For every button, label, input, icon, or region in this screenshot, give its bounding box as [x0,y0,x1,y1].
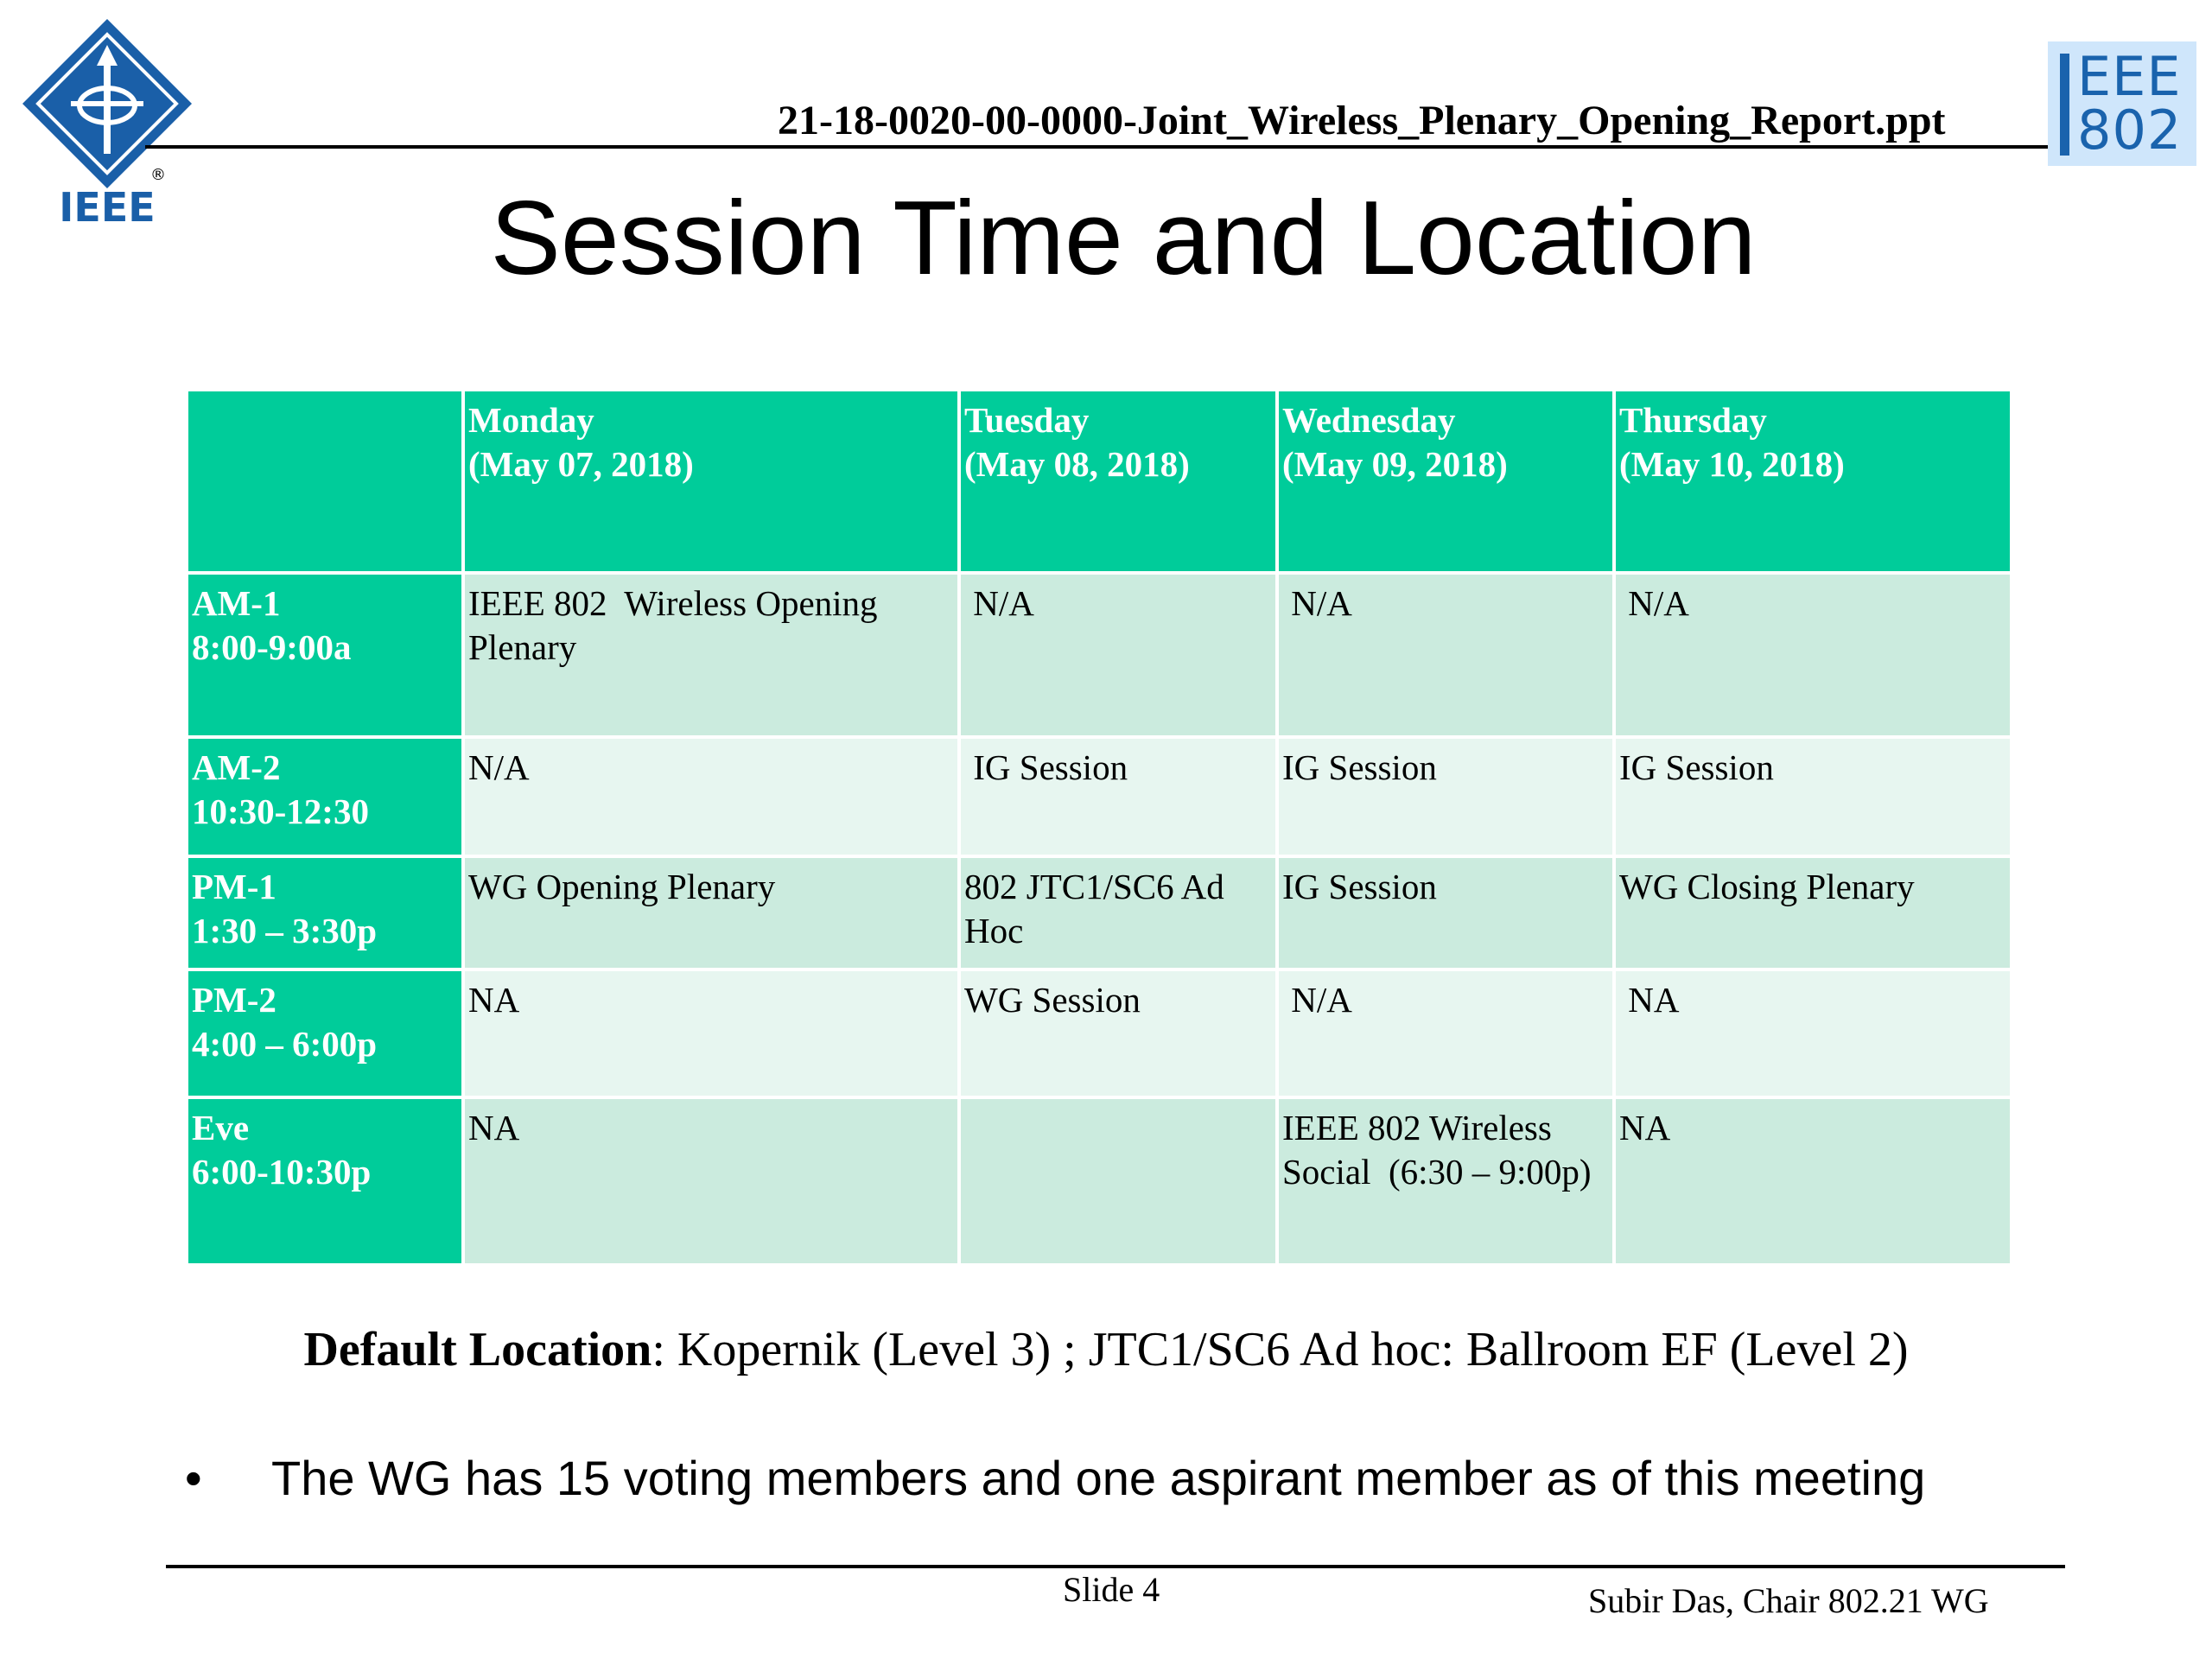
session-schedule-table [185,388,2013,1267]
table-row [187,856,2012,969]
header-cell-monday [463,390,959,573]
session-cell: IEEE 802 Wireless Opening Plenary [463,573,959,737]
svg-text:®: ® [150,166,166,184]
slot-cell [187,737,463,856]
slot-label: AM-1 [192,583,281,623]
ieee-logo-text: IEEE [59,184,156,223]
default-location-label: Default Location [303,1323,652,1376]
session-cell: IG Session [1277,737,1614,856]
session-cell [959,1097,1277,1265]
session-cell: WG Opening Plenary [463,856,959,969]
slot-cell [187,573,463,737]
session-cell: N/A [959,573,1277,737]
session-cell: NA [463,1097,959,1265]
default-location-note [0,1322,2212,1377]
slot-time: 4:00 – 6:00p [192,1024,378,1064]
ieee-802-logo-line2: 802 [2077,99,2183,162]
session-cell: NA [1614,969,2012,1097]
session-cell: NA [1614,1097,2012,1265]
bullet-marker: • [185,1451,202,1505]
header-cell-wednesday [1277,390,1614,573]
slot-label: Eve [192,1108,250,1147]
table-row [187,969,2012,1097]
header-corner-cell [187,390,463,573]
document-filename: 21-18-0020-00-0000-Joint_Wireless_Plenary_Opening_Report.ppt [778,98,1946,143]
day-name: Thursday [1619,400,1767,440]
session-cell: IG Session [1614,737,2012,856]
session-cell: WG Closing Plenary [1614,856,2012,969]
session-cell: N/A [463,737,959,856]
slot-cell [187,1097,463,1265]
default-location-text: : Kopernik (Level 3) ; JTC1/SC6 Ad hoc: Ballroom EF (Level 2) [652,1323,1909,1376]
day-date: (May 08, 2018) [964,444,1190,484]
day-date: (May 09, 2018) [1282,444,1508,484]
slot-label: AM-2 [192,747,281,787]
day-date: (May 10, 2018) [1619,444,1845,484]
header-divider [145,145,2048,149]
header-cell-thursday [1614,390,2012,573]
slide-title: Session Time and Location [490,179,1757,296]
day-date: (May 07, 2018) [468,444,694,484]
slot-cell [187,856,463,969]
bullet-text: The WG has 15 voting members and one aspirant member as of this meeting [271,1451,1926,1505]
table-row [187,573,2012,737]
slot-label: PM-1 [192,867,276,906]
session-cell: IEEE 802 Wireless Social (6:30 – 9:00p) [1277,1097,1614,1265]
slot-time: 1:30 – 3:30p [192,911,378,950]
header-cell-tuesday [959,390,1277,573]
footer-author: Subir Das, Chair 802.21 WG [1588,1581,1989,1620]
ieee-802-logo [2048,41,2196,166]
slide-number: Slide 4 [1063,1570,1160,1609]
session-cell: IG Session [1277,856,1614,969]
slot-time: 10:30-12:30 [192,791,369,831]
slot-cell [187,969,463,1097]
table-row [187,737,2012,856]
session-cell: N/A [1614,573,2012,737]
table-row [187,1097,2012,1265]
slot-time: 8:00-9:00a [192,627,352,667]
footer-divider [166,1565,2065,1568]
ieee-802-logo-line1: EEE [2077,45,2182,108]
ieee-802-logo-bar [2060,54,2069,156]
session-cell: WG Session [959,969,1277,1097]
session-cell: NA [463,969,959,1097]
slot-time: 6:00-10:30p [192,1152,372,1192]
day-name: Monday [468,400,594,440]
session-cell: N/A [1277,969,1614,1097]
slot-label: PM-2 [192,980,276,1020]
day-name: Wednesday [1282,400,1456,440]
table-header-row [187,390,2012,573]
session-cell: IG Session [959,737,1277,856]
session-cell: N/A [1277,573,1614,737]
day-name: Tuesday [964,400,1090,440]
session-cell: 802 JTC1/SC6 Ad Hoc [959,856,1277,969]
